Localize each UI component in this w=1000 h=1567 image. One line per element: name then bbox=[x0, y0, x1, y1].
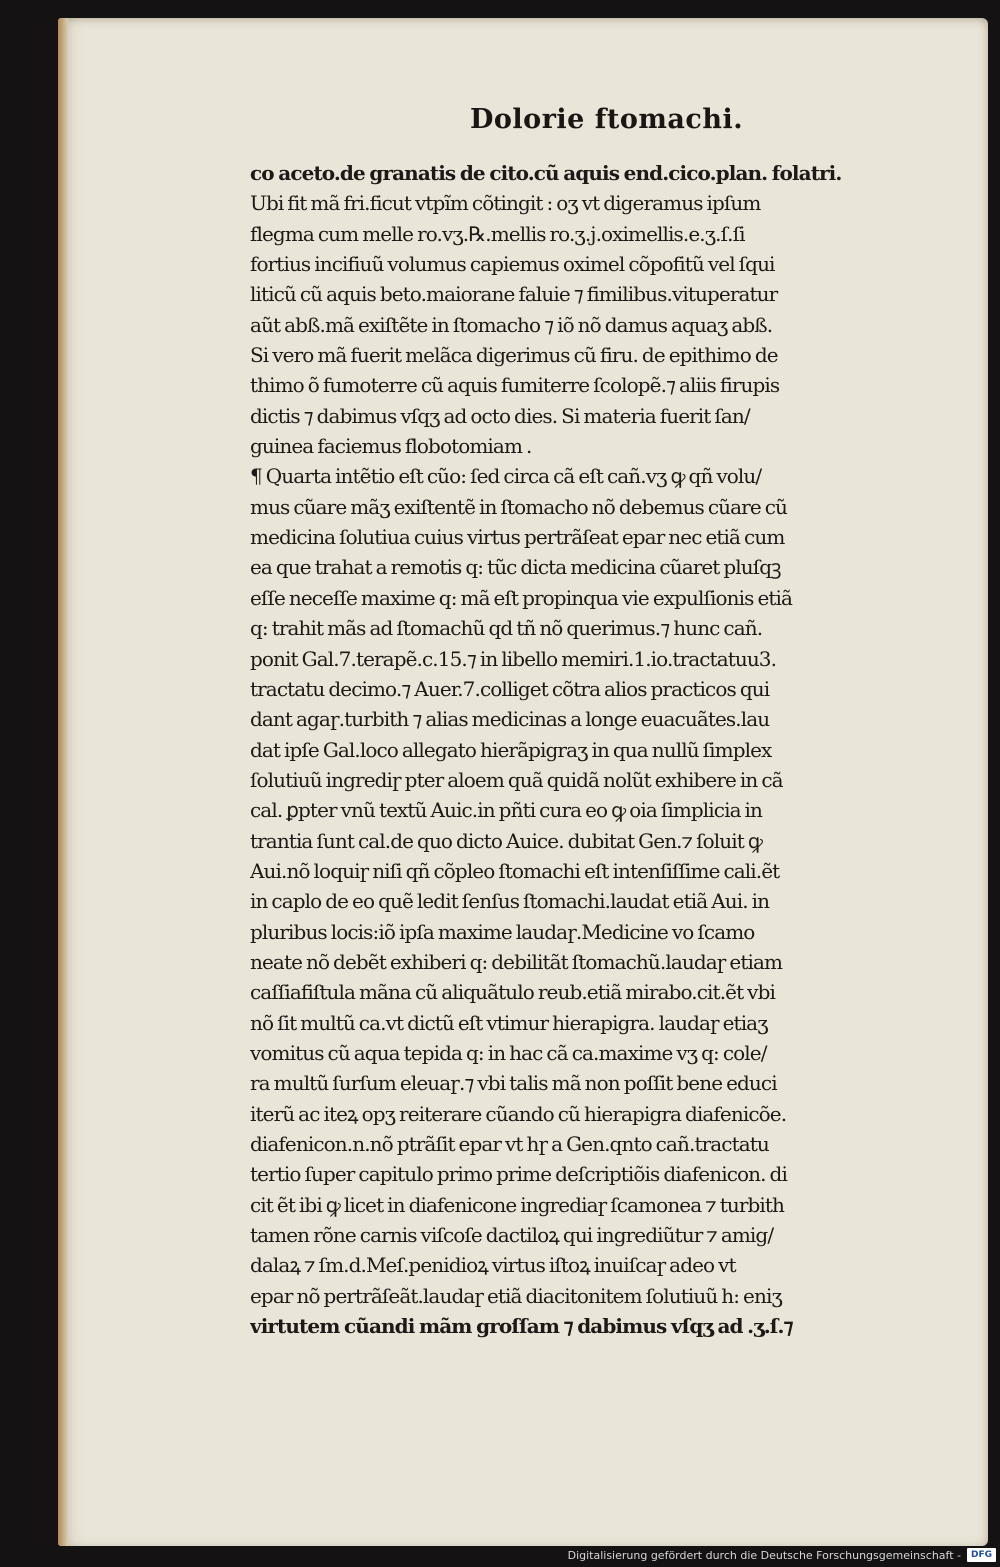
dfg-logo: DFG bbox=[967, 1548, 996, 1562]
text-line: ponit Gal.7.terapẽ.c.15.⁊ in libello memiri.1.io.tractatuu3. bbox=[250, 646, 777, 671]
text-line: neate nõ debẽt exhiberi q: debilitãt ſtomachũ.laudaɼ etiam bbox=[250, 949, 783, 974]
text-line: ra multũ ſurſum eleuaɼ.⁊ vbi talis mã non poſſit bene educi bbox=[250, 1071, 777, 1096]
text-line: dictis ⁊ dabimus vſqʒ ad octo dies. Si materia fuerit ſan/ bbox=[250, 403, 750, 428]
book-page bbox=[58, 18, 988, 1546]
text-line: iterũ ac iteꝝ opʒ reiterare cũando cũ hierapigra diafenicõe. bbox=[250, 1101, 787, 1126]
text-line: in caplo de eo quẽ ledit ſenſus ſtomachi.laudat etiã Aui. in bbox=[250, 889, 770, 914]
text-line: co aceto.de granatis de cito.cũ aquis end.cico.plan. folatri. bbox=[250, 161, 842, 185]
text-line: thimo õ fumoterre cũ aquis fumiterre ſcolopẽ.⁊ aliis firupis bbox=[250, 373, 780, 398]
text-line: liticũ cũ aquis beto.maiorane faluie ⁊ fimilibus.vituperatur bbox=[250, 282, 778, 307]
text-line: flegma cum melle ro.vʒ.℞.mellis ro.ʒ.j.oximellis.e.ʒ.ſ.ſi bbox=[250, 221, 745, 246]
text-line: cit ẽt ibi ꝙ licet in diafenicone ingrediaɼ ſcamonea ⁊ turbith bbox=[250, 1192, 785, 1217]
text-line: ¶ Quarta intẽtio eſt cũo: ſed circa cã eſt cañ.vʒ ꝙ qñ volu/ bbox=[250, 464, 762, 489]
text-line: pluribus locis:iõ ipſa maxime laudaɼ.Medicine vo ſcamo bbox=[250, 919, 755, 944]
text-line: tertio ſuper capitulo primo prime deſcriptiõis diafenicon. di bbox=[250, 1162, 787, 1187]
page-gutter-edge bbox=[58, 18, 68, 1546]
credit-text: Digitalisierung gefördert durch die Deutsche Forschungsgemeinschaft - bbox=[567, 1548, 961, 1562]
text-line: diafenicon.n.nõ ptrãſit epar vt hɼ a Gen.qnto cañ.tractatu bbox=[250, 1132, 769, 1156]
running-head: Dolorie ftomachi. bbox=[470, 104, 744, 135]
text-line: vomitus cũ aqua tepida q: in hac cã ca.maxime vʒ q: cole/ bbox=[250, 1040, 767, 1065]
text-line: eſſe neceſſe maxime q: mã eſt propinqua vie expulſionis etiã bbox=[250, 585, 793, 610]
text-line: ea que trahat a remotis q: tũc dicta medicina cũaret pluſqꝫ bbox=[250, 555, 781, 580]
text-line: tamen rõne carnis viſcoſe dactiloꝝ qui ingrediũtur ⁊ amig/ bbox=[250, 1223, 774, 1248]
text-line: epar nõ pertrãſeãt.laudaɼ etiã diacitonitem ſolutiuũ h: eniʒ bbox=[250, 1283, 782, 1308]
text-line: cal. ꝑpter vnũ textũ Auic.in pñti cura eo ꝙ oia ſimplicia in bbox=[250, 798, 763, 823]
text-line: fortius incifiuũ volumus capiemus oximel cõpofitũ vel ſqui bbox=[250, 252, 775, 277]
text-line: q: trahit mãs ad ſtomachũ qd tñ nõ querimus.⁊ hunc cañ. bbox=[250, 616, 763, 641]
text-block bbox=[250, 158, 966, 1341]
digitization-credit bbox=[568, 1547, 996, 1563]
text-line: Aui.nõ loquiɼ niſi qñ cõpleo ſtomachi eſt intenſiſſime cali.ẽt bbox=[250, 858, 780, 883]
text-line: dalaꝝ ⁊ ſm.d.Meſ.penidioꝝ virtus iſtoꝝ inuiſcaɼ adeo vt bbox=[250, 1253, 736, 1278]
text-line: mus cũare mãʒ exiſtentẽ in ſtomacho nõ debemus cũare cũ bbox=[250, 494, 788, 519]
text-line: Si vero mã fuerit melãca digerimus cũ firu. de epithimo de bbox=[250, 343, 778, 368]
text-line: trantia ſunt cal.de quo dicto Auice. dubitat Gen.⁊ ſoluit ꝙ bbox=[250, 828, 762, 853]
text-line: ſolutiuũ ingrediɼ pter aloem quã quidã nolũt exhibere in cã bbox=[250, 767, 783, 792]
text-line: guinea faciemus flobotomiam . bbox=[250, 434, 532, 459]
text-line: medicina ſolutiua cuius virtus pertrãſeat epar nec etiã cum bbox=[250, 525, 785, 550]
text-line: tractatu decimo.⁊ Auer.7.colliget cõtra alios practicos qui bbox=[250, 676, 770, 701]
text-line: dat ipſe Gal.loco allegato hierãpigraʒ in qua nullũ ſimplex bbox=[250, 737, 772, 762]
text-line: aũt abß.mã exiſtẽte in ſtomacho ⁊ iõ nõ damus aquaʒ abß. bbox=[250, 312, 773, 337]
text-line: virtutem cũandi mãm groſſam ⁊ dabimus vſqʒ ad .ʒ.ſ.⁊ bbox=[250, 1314, 793, 1339]
text-line: caſſiafiſtula mãna cũ aliquãtulo reub.etiã mirabo.cit.ẽt vbi bbox=[250, 980, 775, 1005]
text-line: nõ ſit multũ ca.vt dictũ eſt vtimur hierapigra. laudaɼ etiaʒ bbox=[250, 1010, 768, 1035]
text-line: Ubi fit mã fri.ficut vtpĩm cõtingit : oʒ vt digeramus ipſum bbox=[250, 191, 761, 216]
text-line: dant agaɼ.turbith ⁊ alias medicinas a longe euacuãtes.lau bbox=[250, 707, 770, 732]
